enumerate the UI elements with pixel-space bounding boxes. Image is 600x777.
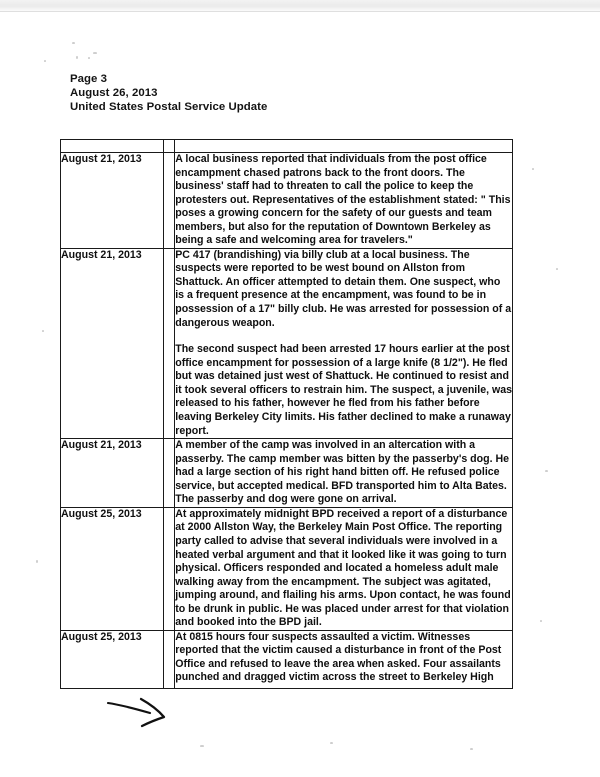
incident-paragraph: A local business reported that individuals from the post office encampment chased patrons back to the front doors. The business' staff had to threaten to call the police to keep the protesters out. Representatives of the establishment stated: " This poses a growing concern for the safety of our guests and team members, but also for the reputation of Downtown Berkeley as being a safe and welcoming area for travelers." [175, 153, 511, 247]
incident-gap-cell [164, 439, 175, 508]
scan-speckle [76, 56, 78, 59]
incident-log-body [61, 140, 513, 689]
scan-speckle [42, 330, 44, 332]
scan-speckle [540, 620, 542, 622]
incident-date: August 21, 2013 [61, 248, 164, 438]
incident-gap-cell [164, 248, 175, 438]
page-title: United States Postal Service Update [70, 101, 268, 114]
document-header [70, 72, 267, 114]
incident-description [175, 153, 513, 249]
incident-paragraph: At approximately midnight BPD received a report of a disturbance at 2000 Allston Way, the Berkeley Main Post Office. The reporting party called to advise that several individuals were involved in a heated verbal argument and that it looked like it was going to turn physical. Officers responded and located a homeless adult male walking away from the encampment. The subject was agitated, jumping around, and flailing his arms. Upon contact, he was found to be drunk in public. He was placed under arrest for that violation and booked into the BPD jail. [175, 507, 511, 629]
scan-speckle [556, 268, 558, 270]
header-cell-gap [164, 140, 175, 153]
scan-speckle [200, 745, 204, 747]
incident-description [175, 248, 513, 438]
incident-log-table [60, 139, 513, 689]
scan-speckle [44, 60, 46, 62]
incident-paragraph: The second suspect had been arrested 17 hours earlier at the post office encampment for possession of a large knife (8 1/2"). He fled but was detained just west of Shattuck. He continued to resist and it took several officers to restrain him. The suspect, a juvenile, was released to his father, however he fled from his father before leaving Berkeley City limits. His father declined to make a runaway report. [175, 343, 512, 437]
table-row [61, 248, 513, 438]
table-header-strip [61, 140, 513, 153]
scan-speckle [330, 742, 333, 744]
incident-date: August 21, 2013 [61, 439, 164, 508]
scan-speckle [470, 748, 473, 750]
scan-edge-band [0, 0, 600, 12]
incident-gap-cell [164, 507, 175, 630]
table-row [61, 630, 513, 688]
handwritten-arrow-icon [106, 686, 182, 730]
incident-paragraph: A member of the camp was involved in an altercation with a passerby. The camp member was bitten by the passerby's dog. He had a large section of his right hand bitten off. He refused police service, but accepted medical. BFD transported him to Alta Bates. The passerby and dog were gone on arrival. [175, 439, 510, 506]
incident-gap-cell [164, 153, 175, 249]
incident-date: August 25, 2013 [61, 507, 164, 630]
incident-paragraph: At 0815 hours four suspects assaulted a victim. Witnesses reported that the victim caused a disturbance in front of the Post Office and refused to leave the area when asked. Four assailants punched and dragged victim across the street to Berkeley High [175, 630, 502, 684]
scan-speckle [72, 42, 75, 44]
incident-date: August 25, 2013 [61, 630, 164, 688]
page-label: Page 3 [70, 73, 108, 85]
scan-speckle [532, 168, 534, 170]
incident-description [175, 439, 513, 508]
document-date: August 26, 2013 [70, 87, 158, 100]
incident-description [175, 507, 513, 630]
table-row [61, 439, 513, 508]
table-row [61, 507, 513, 630]
scan-speckle [93, 52, 97, 54]
incident-gap-cell [164, 630, 175, 688]
incident-paragraph: PC 417 (brandishing) via billy club at a local business. The suspects were reported to be west bound on Allston from Shattuck. An officer attempted to detain them. One suspect, who is a frequent presence at the encampment, was found to be in possession of a 17" billy club. He was arrested for possession of a dangerous weapon. [175, 248, 512, 329]
header-cell-date [61, 140, 164, 153]
scan-speckle [36, 560, 38, 563]
header-cell-detail [175, 140, 513, 153]
incident-description [175, 630, 513, 688]
table-row [61, 153, 513, 249]
scan-speckle [545, 470, 548, 472]
scan-speckle [88, 57, 90, 59]
incident-date: August 21, 2013 [61, 153, 164, 249]
